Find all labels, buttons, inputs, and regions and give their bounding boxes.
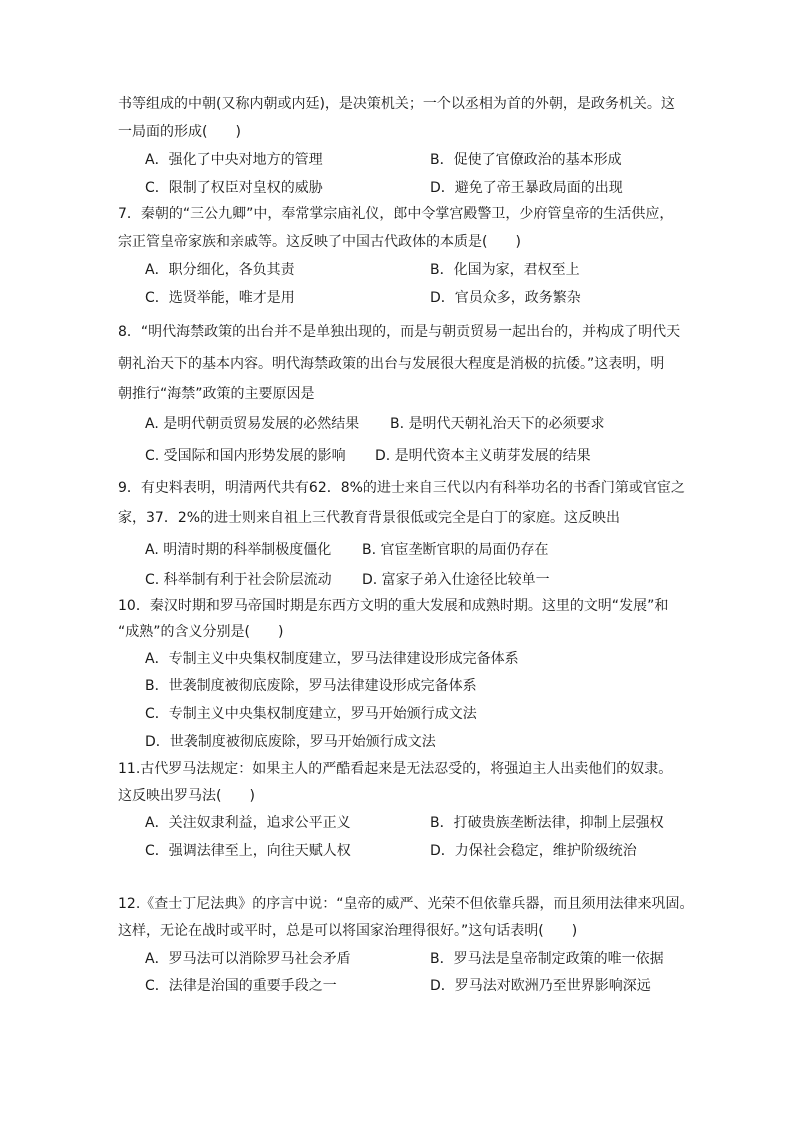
question-11-stem-line-2: 这反映出罗马法( ): [118, 788, 255, 804]
question-11-option-b[interactable]: B．打破贵族垄断法律，抑制上层强权: [430, 815, 664, 831]
question-9-option-b[interactable]: B. 官宦垄断官职的局面仍存在: [362, 542, 549, 558]
question-12-option-a[interactable]: A．罗马法可以消除罗马社会矛盾: [145, 951, 351, 967]
question-7-stem-line-2: 宗正管皇帝家族和亲戚等。这反映了中国古代政体的本质是( ): [118, 234, 521, 250]
question-6-stem-line-2: 一局面的形成( ): [118, 124, 241, 140]
question-10-stem-line-1: 10．秦汉时期和罗马帝国时期是东西方文明的重大发展和成熟时期。这里的文明“发展”和: [118, 598, 669, 614]
question-9-option-c[interactable]: C. 科举制有利于社会阶层流动: [145, 572, 332, 588]
question-6-option-a[interactable]: A．强化了中央对地方的管理: [145, 152, 323, 168]
question-10-stem-line-2: “成熟”的含义分别是( ): [118, 624, 284, 640]
question-12-option-d[interactable]: D．罗马法对欧洲乃至世界影响深远: [430, 978, 651, 994]
question-6-stem-line-1: 书等组成的中朝(又称内朝或内廷)，是决策机关；一个以丞相为首的外朝，是政务机关。这: [118, 96, 675, 112]
question-9-stem-line-2: 家，37．2%的进士则来自祖上三代教育背景很低或完全是白丁的家庭。这反映出: [118, 510, 621, 526]
question-6-option-c[interactable]: C．限制了权臣对皇权的威胁: [145, 180, 323, 196]
question-9-option-d[interactable]: D. 富家子弟入仕途径比较单一: [362, 572, 550, 588]
question-8-option-c[interactable]: C. 受国际和国内形势发展的影响: [145, 448, 346, 464]
question-7-option-d[interactable]: D．官员众多，政务繁杂: [430, 290, 581, 306]
question-10-option-a[interactable]: A．专制主义中央集权制度建立，罗马法律建设形成完备体系: [145, 651, 519, 667]
question-9-stem-line-1: 9．有史料表明，明清两代共有62．8%的进士来自三代以内有科举功名的书香门第或官宦之: [118, 480, 685, 496]
question-11-stem-line-1: 11.古代罗马法规定：如果主人的严酷看起来是无法忍受的，将强迫主人出卖他们的奴隶。: [118, 761, 673, 777]
question-8-option-d[interactable]: D. 是明代资本主义萌芽发展的结果: [375, 448, 591, 464]
question-7-option-a[interactable]: A．职分细化，各负其责: [145, 262, 295, 278]
question-12-option-b[interactable]: B．罗马法是皇帝制定政策的唯一依据: [430, 951, 664, 967]
question-8-option-a[interactable]: A. 是明代朝贡贸易发展的必然结果: [145, 416, 360, 432]
question-8-option-b[interactable]: B. 是明代天朝礼治天下的必须要求: [390, 416, 605, 432]
question-10-option-c[interactable]: C．专制主义中央集权制度建立，罗马开始颁行成文法: [145, 706, 477, 722]
question-8-stem-line-1: 8．“明代海禁政策的出台并不是单独出现的，而是与朝贡贸易一起出台的，并构成了明代天: [118, 324, 681, 340]
question-10-option-d[interactable]: D．世袭制度被彻底废除，罗马开始颁行成文法: [145, 734, 436, 750]
question-6-option-d[interactable]: D．避免了帝王暴政局面的出现: [430, 180, 623, 196]
question-12-stem-line-2: 这样，无论在战时或平时，总是可以将国家治理得很好。”这句话表明( ): [118, 923, 578, 939]
question-6-option-b[interactable]: B．促使了官僚政治的基本形成: [430, 152, 622, 168]
question-12-stem-line-1: 12.《查士丁尼法典》的序言中说：“皇帝的威严、光荣不但依靠兵器，而且须用法律来巩固。: [118, 896, 694, 912]
question-11-option-d[interactable]: D．力保社会稳定，维护阶级统治: [430, 843, 637, 859]
question-12-option-c[interactable]: C．法律是治国的重要手段之一: [145, 978, 337, 994]
question-11-option-c[interactable]: C．强调法律至上，向往天赋人权: [145, 843, 351, 859]
question-7-option-c[interactable]: C．选贤举能，唯才是用: [145, 290, 295, 306]
question-11-option-a[interactable]: A．关注奴隶利益，追求公平正义: [145, 815, 351, 831]
question-9-option-a[interactable]: A. 明清时期的科举制极度僵化: [145, 542, 332, 558]
question-8-stem-line-3: 朝推行“海禁”政策的主要原因是: [118, 386, 315, 402]
question-10-option-b[interactable]: B．世袭制度被彻底废除，罗马法律建设形成完备体系: [145, 678, 477, 694]
question-7-option-b[interactable]: B．化国为家，君权至上: [430, 262, 580, 278]
question-7-stem-line-1: 7．秦朝的“三公九卿”中，奉常掌宗庙礼仪，郎中令掌宫殿警卫，少府管皇帝的生活供应，: [118, 206, 674, 222]
question-8-stem-line-2: 朝礼治天下的基本内容。明代海禁政策的出台与发展很大程度是消极的抗倭。”这表明，明: [118, 356, 665, 372]
